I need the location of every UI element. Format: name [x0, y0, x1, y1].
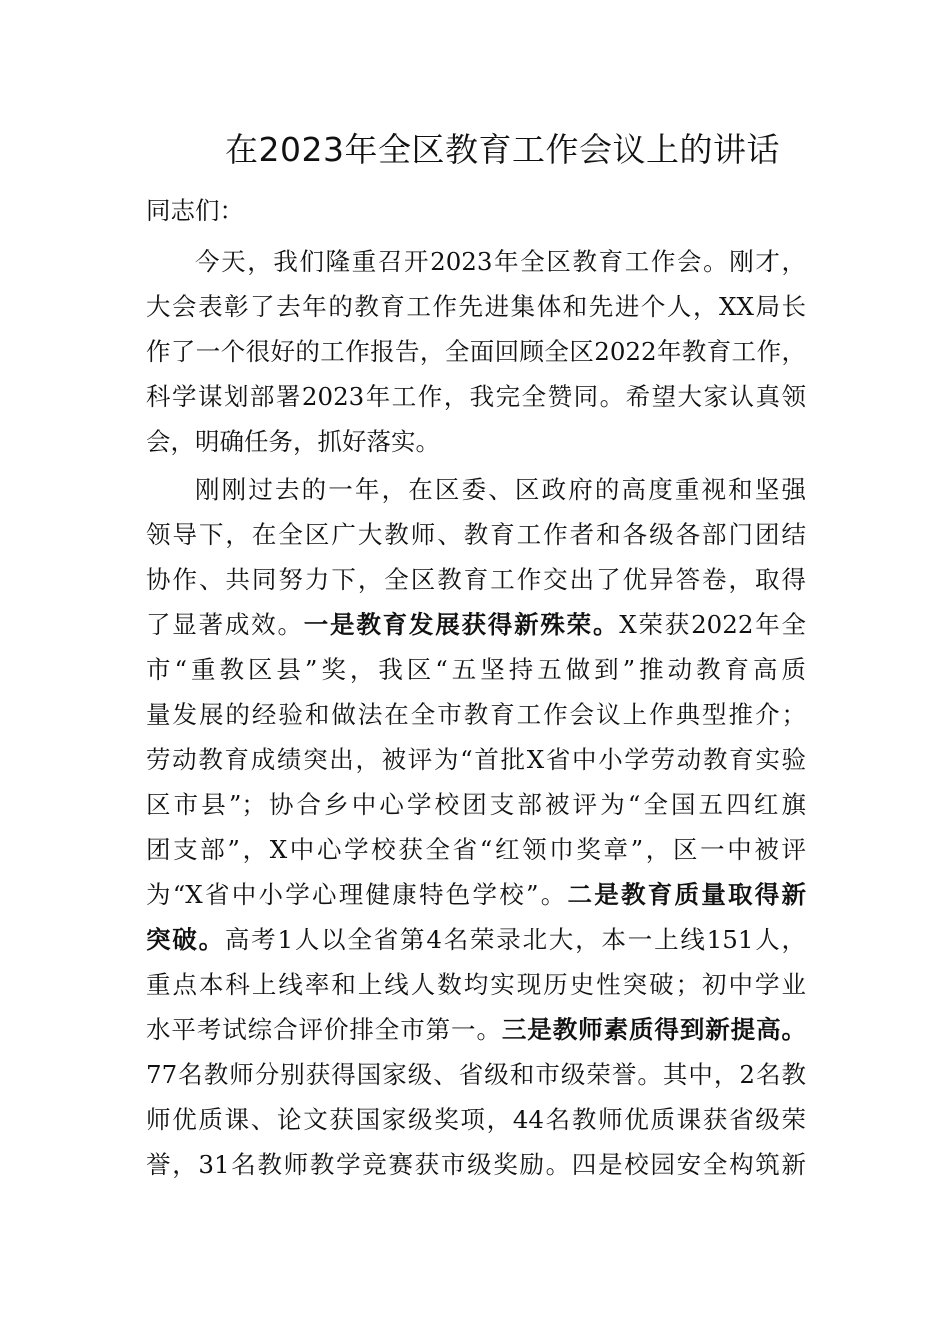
text-run: 区市县”；协合乡中心学校团支部被评为“全国五四红旗 [146, 790, 806, 819]
text-run: 大会表彰了去年的教育工作先进集体和先进个人，XX局长 [146, 292, 806, 321]
text-run: 会，明确任务，抓好落实。 [146, 427, 440, 456]
salutation: 同志们： [146, 196, 244, 225]
paragraphs [146, 239, 806, 1187]
bold-heading-run: 三是教师素质得到新提高。 [501, 1015, 807, 1044]
paragraph [146, 467, 806, 1187]
paragraph [146, 239, 806, 464]
text-line [146, 647, 806, 692]
text-line [146, 329, 806, 374]
bold-heading-run: 二是教育质量取得新 [567, 880, 806, 909]
text-line [146, 827, 806, 872]
text-line [146, 737, 806, 782]
text-line [146, 239, 806, 284]
text-line [146, 467, 806, 512]
text-run: 今天，我们隆重召开2023年全区教育工作会。刚才， [195, 247, 806, 276]
text-line [146, 782, 806, 827]
text-line [146, 692, 806, 737]
text-line [146, 1142, 806, 1187]
text-run: 了显著成效。 [146, 610, 304, 639]
speech-body [146, 188, 806, 1187]
text-line [146, 602, 806, 647]
text-run: X荣获2022年全 [619, 610, 806, 639]
text-run: 刚刚过去的一年，在区委、区政府的高度重视和坚强 [195, 475, 806, 504]
text-run: 科学谋划部署2023年工作，我完全赞同。希望大家认真领 [146, 382, 806, 411]
text-line [146, 374, 806, 419]
text-run: 作了一个很好的工作报告，全面回顾全区2022年教育工作， [146, 337, 806, 366]
text-line [146, 1097, 806, 1142]
text-run: 师优质课、论文获国家级奖项，44名教师优质课获省级荣 [146, 1105, 806, 1134]
text-line [146, 512, 806, 557]
text-run: 高考1人以全省第4名荣录北大，本一上线151人， [224, 925, 807, 954]
text-run: 77名教师分别获得国家级、省级和市级荣誉。其中，2名教 [146, 1060, 806, 1089]
text-line [146, 872, 806, 917]
bold-heading-run: 突破。 [146, 925, 225, 954]
text-line [146, 962, 806, 1007]
text-run: 誉，31名教师教学竞赛获市级奖励。四是校园安全构筑新 [146, 1150, 806, 1179]
text-line [146, 284, 806, 329]
text-line [146, 419, 806, 464]
text-line [146, 917, 806, 962]
text-run: 水平考试综合评价排全市第一。 [146, 1015, 502, 1044]
text-run: 协作、共同努力下，全区教育工作交出了优异答卷，取得 [146, 565, 806, 594]
text-line [146, 1052, 806, 1097]
text-line [146, 557, 806, 602]
text-run: 市“重教区县”奖，我区“五坚持五做到”推动教育高质 [146, 655, 806, 684]
text-run: 为“X省中小学心理健康特色学校”。 [146, 880, 568, 909]
text-line [146, 1007, 806, 1052]
text-run: 重点本科上线率和上线人数均实现历史性突破；初中学业 [146, 970, 806, 999]
document-title: 在2023年全区教育工作会议上的讲话 [225, 130, 780, 169]
text-run: 劳动教育成绩突出，被评为“首批X省中小学劳动教育实验 [146, 745, 806, 774]
text-run: 团支部”，X中心学校获全省“红领巾奖章”，区一中被评 [146, 835, 806, 864]
text-run: 量发展的经验和做法在全市教育工作会议上作典型推介； [146, 700, 806, 729]
text-run: 领导下，在全区广大教师、教育工作者和各级各部门团结 [146, 520, 806, 549]
bold-heading-run: 一是教育发展获得新殊荣。 [303, 610, 620, 639]
